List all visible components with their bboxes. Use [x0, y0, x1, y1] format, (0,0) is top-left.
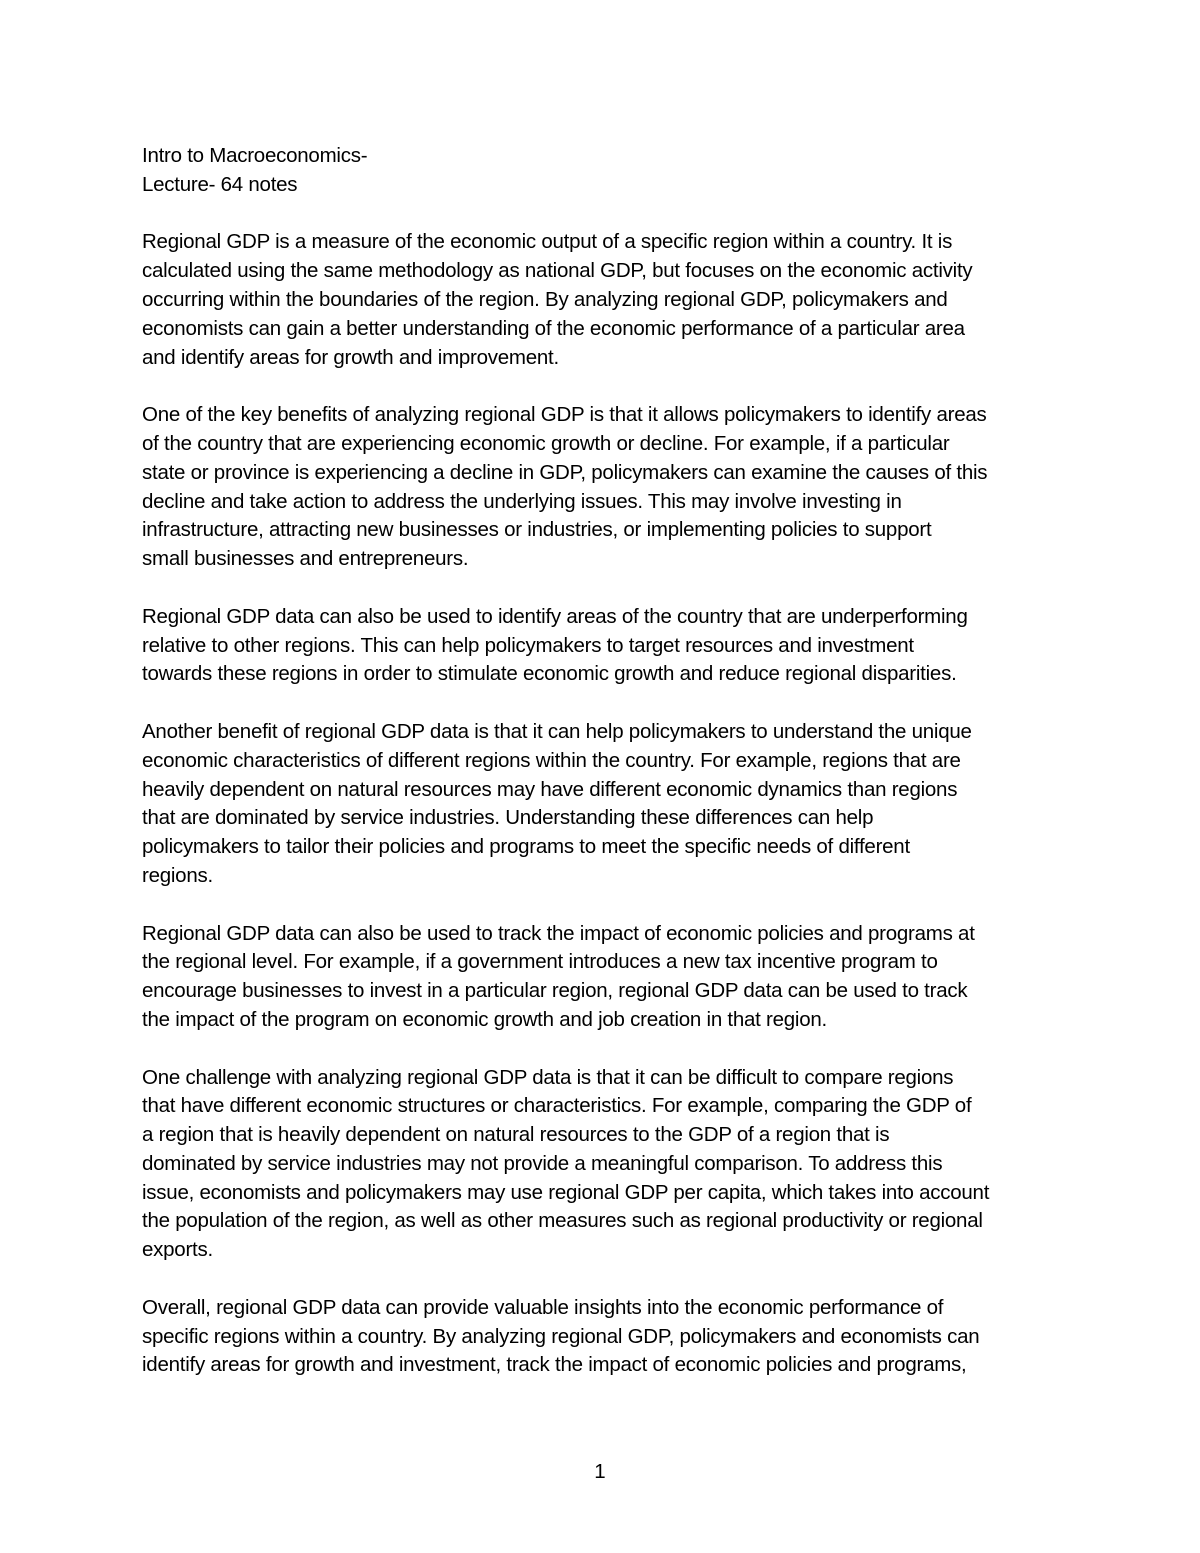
text-line: small businesses and entrepreneurs. — [142, 547, 469, 571]
text-line: that have different economic structures or characteristics. For example, comparing the GDP of — [142, 1094, 972, 1118]
text-line: issue, economists and policymakers may use regional GDP per capita, which takes into account — [142, 1180, 990, 1204]
text-line: dominated by service industries may not provide a meaningful comparison. To address this — [142, 1151, 943, 1175]
paragraph-policy-impact — [142, 920, 1067, 1035]
text-line: economists can gain a better understanding of the economic performance of a particular area — [142, 316, 965, 340]
text-line: calculated using the same methodology as national GDP, but focuses on the economic activity — [142, 259, 973, 283]
page-number: 1 — [594, 1460, 606, 1483]
paragraph-key-benefits — [142, 401, 1067, 574]
text-line: decline and take action to address the underlying issues. This may involve investing in — [142, 489, 902, 513]
text-line: One of the key benefits of analyzing regional GDP is that it allows policymakers to identify areas — [142, 403, 987, 427]
text-line: the population of the region, as well as other measures such as regional productivity or regional — [142, 1209, 983, 1233]
text-line: towards these regions in order to stimulate economic growth and reduce regional disparities. — [142, 662, 957, 686]
text-line: and identify areas for growth and improvement. — [142, 345, 559, 369]
text-line: exports. — [142, 1238, 213, 1262]
text-line: relative to other regions. This can help policymakers to target resources and investment — [142, 633, 914, 657]
paragraph-underperforming-regions — [142, 603, 1067, 689]
text-line: the impact of the program on economic growth and job creation in that region. — [142, 1007, 827, 1031]
text-line: identify areas for growth and investment, track the impact of economic policies and programs, — [142, 1353, 967, 1377]
text-line: policymakers to tailor their policies and programs to meet the specific needs of different — [142, 835, 910, 859]
text-line: Regional GDP data can also be used to identify areas of the country that are underperforming — [142, 604, 968, 628]
text-line: specific regions within a country. By analyzing regional GDP, policymakers and economists can — [142, 1324, 980, 1348]
document-header — [142, 142, 1067, 200]
text-line: infrastructure, attracting new businesses or industries, or implementing policies to support — [142, 518, 932, 542]
text-line: state or province is experiencing a decline in GDP, policymakers can examine the causes of this — [142, 460, 988, 484]
text-line: economic characteristics of different regions within the country. For example, regions that are — [142, 748, 961, 772]
text-line: Regional GDP is a measure of the economic output of a specific region within a country. It is — [142, 230, 953, 254]
text-line: occurring within the boundaries of the region. By analyzing regional GDP, policymakers and — [142, 287, 948, 311]
document-title: Intro to Macroeconomics- — [142, 144, 368, 167]
paragraph-regional-gdp-definition — [142, 228, 1067, 372]
paragraph-regional-characteristics — [142, 718, 1067, 891]
document-subtitle: Lecture- 64 notes — [142, 172, 298, 196]
text-line: that are dominated by service industries. Understanding these differences can help — [142, 806, 874, 830]
paragraph-comparison-challenge — [142, 1064, 1067, 1266]
text-line: encourage businesses to invest in a particular region, regional GDP data can be used to track — [142, 979, 968, 1003]
text-line: Overall, regional GDP data can provide valuable insights into the economic performance of — [142, 1295, 944, 1319]
text-line: the regional level. For example, if a government introduces a new tax incentive program to — [142, 950, 938, 974]
text-line: a region that is heavily dependent on natural resources to the GDP of a region that is — [142, 1123, 890, 1147]
paragraph-overall-summary — [142, 1294, 1067, 1380]
text-line: regions. — [142, 863, 213, 887]
text-line: heavily dependent on natural resources may have different economic dynamics than regions — [142, 777, 958, 801]
document-body — [142, 142, 1067, 1409]
text-line: Regional GDP data can also be used to track the impact of economic policies and programs at — [142, 921, 975, 945]
text-line: of the country that are experiencing economic growth or decline. For example, if a particular — [142, 431, 950, 455]
text-line: Another benefit of regional GDP data is that it can help policymakers to understand the unique — [142, 719, 972, 743]
text-line: One challenge with analyzing regional GDP data is that it can be difficult to compare regions — [142, 1065, 954, 1089]
